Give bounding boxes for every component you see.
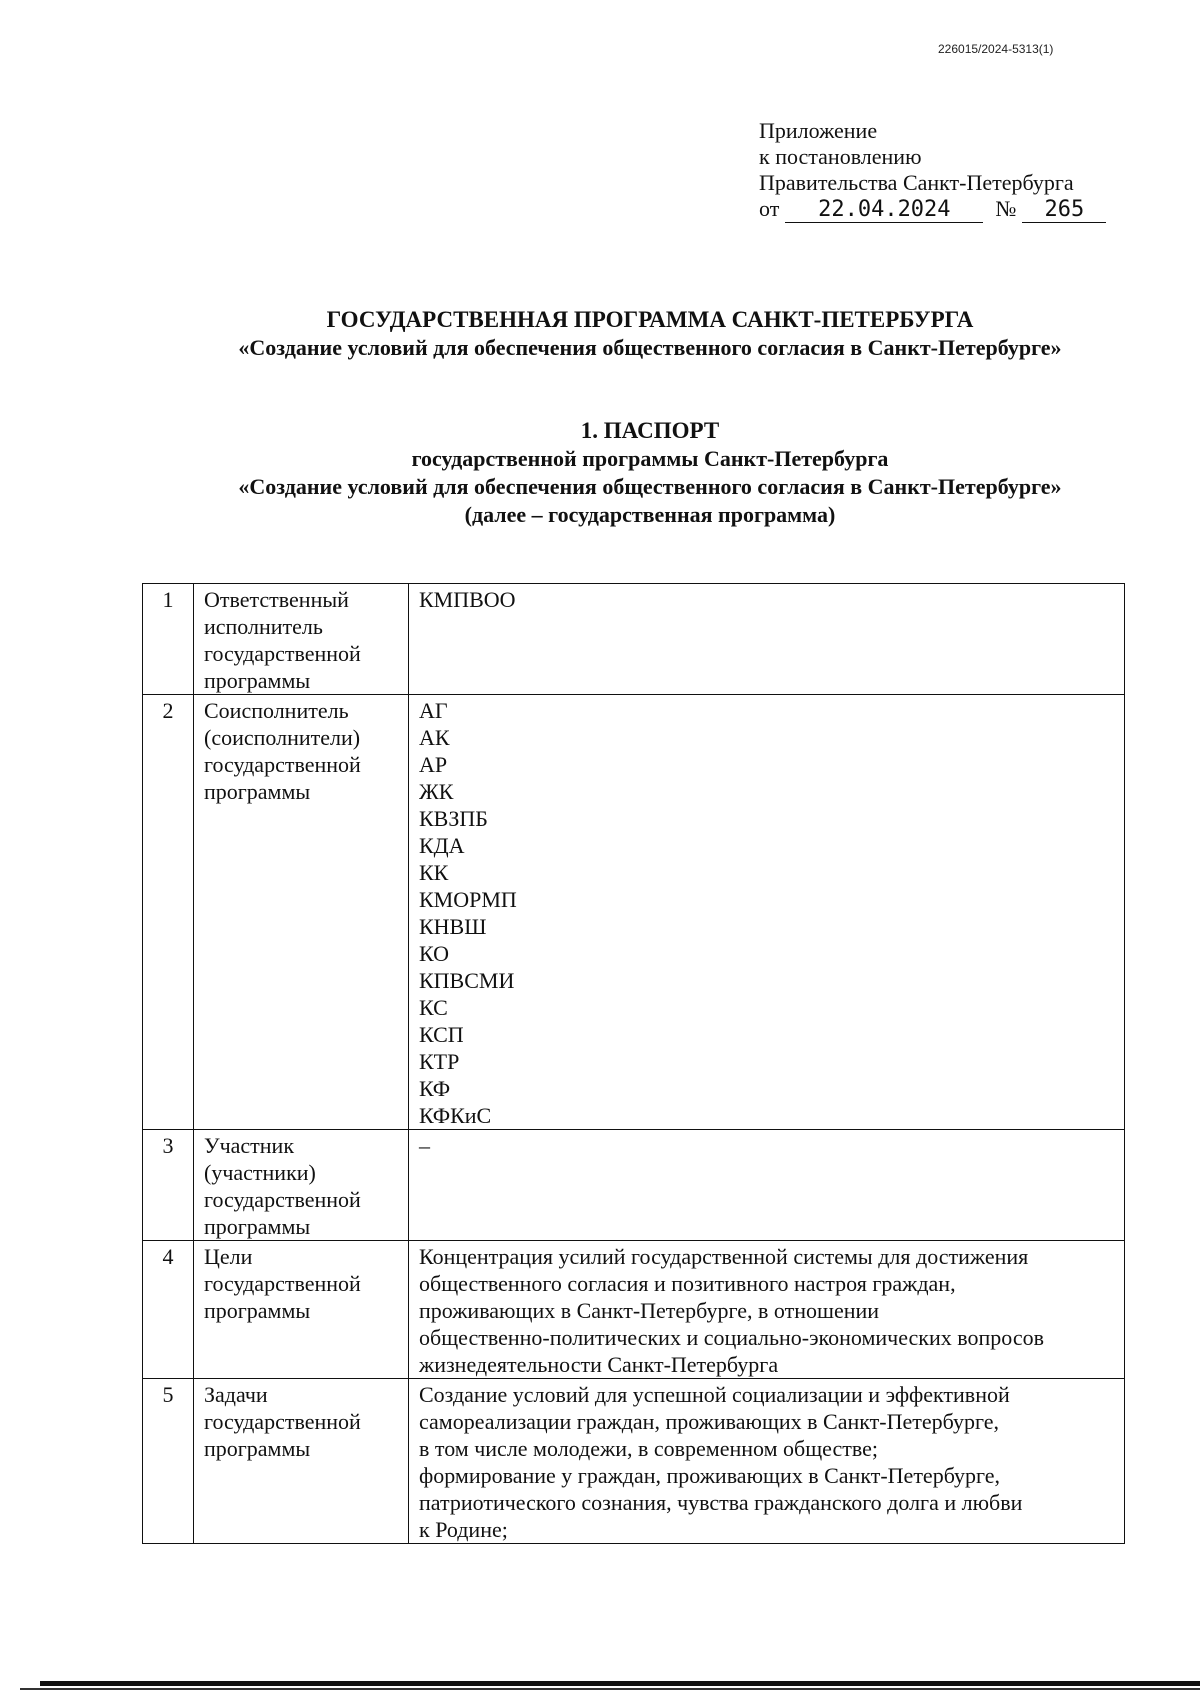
row-value-line: Концентрация усилий государственной системы для достижения (419, 1244, 1029, 1269)
row-name-line: государственной (204, 1409, 361, 1434)
row-value-line: формирование у граждан, проживающих в Санкт-Петербурге, (419, 1463, 1001, 1488)
row-value-line: КМПВОО (419, 587, 516, 612)
row-name-line: Соисполнитель (204, 698, 349, 723)
row-value-line: АР (419, 752, 448, 777)
row-value-line: Создание условий для успешной социализации и эффективной (419, 1382, 1010, 1407)
row-number-cell: 5 (143, 1379, 194, 1544)
row-value-line: КМОРМП (419, 887, 517, 912)
table-row (143, 1130, 1125, 1241)
document-registration-number: 226015/2024-5313(1) (938, 42, 1054, 56)
row-value-cell (409, 584, 1125, 695)
row-number-cell: 4 (143, 1241, 194, 1379)
row-name-line: (соисполнители) (204, 725, 361, 750)
row-name-line: программы (204, 1436, 311, 1461)
row-name-cell (194, 1241, 409, 1379)
passport-heading: 1. ПАСПОРТ (580, 418, 720, 443)
row-name-cell (194, 1379, 409, 1544)
row-value-line: патриотического сознания, чувства гражданского долга и любви (419, 1490, 1023, 1515)
row-value-line: АГ (419, 698, 448, 723)
table-row (143, 1379, 1125, 1544)
passport-heading-block (130, 417, 1170, 529)
row-value-line: КТР (419, 1049, 460, 1074)
row-name-cell (194, 1130, 409, 1241)
row-number-cell: 3 (143, 1130, 194, 1241)
page-bottom-rule (40, 1681, 1200, 1686)
appendix-line-3: Правительства Санкт-Петербурга (759, 170, 1074, 195)
row-value-line: КНВШ (419, 914, 487, 939)
row-number-cell: 2 (143, 695, 194, 1130)
passport-heading-line-1: государственной программы Санкт-Петербурга (411, 446, 889, 471)
row-name-line: государственной (204, 1271, 361, 1296)
row-value-cell (409, 1379, 1125, 1544)
row-value-line: общественно-политических и социально-экономических вопросов (419, 1325, 1044, 1350)
row-value-line: КФ (419, 1076, 451, 1101)
row-value-line: КВЗПБ (419, 806, 488, 831)
row-value-line: КДА (419, 833, 465, 858)
row-name-line: государственной (204, 641, 361, 666)
row-name-line: программы (204, 668, 311, 693)
row-name-line: исполнитель (204, 614, 323, 639)
row-number-cell: 1 (143, 584, 194, 695)
row-name-line: (участники) (204, 1160, 316, 1185)
row-name-cell (194, 695, 409, 1130)
row-value-line: КСП (419, 1022, 464, 1047)
row-value-line: КО (419, 941, 450, 966)
document-title-block (130, 306, 1170, 362)
date-prefix: от (759, 196, 780, 221)
row-value-cell (409, 1241, 1125, 1379)
row-name-line: Цели (204, 1244, 253, 1269)
row-value-line: к Родине; (419, 1517, 508, 1542)
row-value-line: общественного согласия и позитивного настроя граждан, (419, 1271, 956, 1296)
row-value-line: КС (419, 995, 448, 1020)
row-name-line: программы (204, 1298, 311, 1323)
document-subtitle: «Создание условий для обеспечения общественного согласия в Санкт-Петербурге» (238, 335, 1062, 360)
row-name-line: Задачи (204, 1382, 268, 1407)
row-value-line: в том числе молодежи, в современном обществе; (419, 1436, 878, 1461)
page-bottom-rule-secondary (20, 1688, 1200, 1690)
row-value-line: самореализации граждан, проживающих в Санкт-Петербурге, (419, 1409, 999, 1434)
row-name-cell (194, 584, 409, 695)
row-name-line: Ответственный (204, 587, 349, 612)
appendix-header (759, 118, 1179, 223)
row-value-cell (409, 1130, 1125, 1241)
row-value-line: жизнедеятельности Санкт-Петербурга (419, 1352, 779, 1377)
row-name-line: программы (204, 1214, 311, 1239)
row-value-line: КПВСМИ (419, 968, 515, 993)
decree-number: 265 (1022, 198, 1106, 223)
table-row (143, 695, 1125, 1130)
appendix-line-1: Приложение (759, 118, 878, 143)
passport-table-body (143, 584, 1125, 1544)
row-value-cell (409, 695, 1125, 1130)
row-name-line: Участник (204, 1133, 295, 1158)
table-row (143, 584, 1125, 695)
appendix-date-number-line (759, 196, 1179, 223)
row-value-line: проживающих в Санкт-Петербурге, в отношении (419, 1298, 880, 1323)
table-row (143, 1241, 1125, 1379)
decree-date: 22.04.2024 (785, 198, 983, 223)
number-sign: № (995, 196, 1017, 221)
row-name-line: государственной (204, 1187, 361, 1212)
row-name-line: государственной (204, 752, 361, 777)
row-value-line: АК (419, 725, 450, 750)
row-value-line: ЖК (419, 779, 454, 804)
passport-heading-line-2: «Создание условий для обеспечения общественного согласия в Санкт-Петербурге» (238, 474, 1062, 499)
passport-heading-line-3: (далее – государственная программа) (464, 502, 836, 527)
row-value-line: КК (419, 860, 449, 885)
row-value-line: КФКиС (419, 1103, 492, 1128)
row-value-line: – (419, 1133, 430, 1158)
row-name-line: программы (204, 779, 311, 804)
passport-table (142, 583, 1125, 1544)
document-title: ГОСУДАРСТВЕННАЯ ПРОГРАММА САНКТ-ПЕТЕРБУРГА (326, 307, 974, 332)
appendix-line-2: к постановлению (759, 144, 922, 169)
